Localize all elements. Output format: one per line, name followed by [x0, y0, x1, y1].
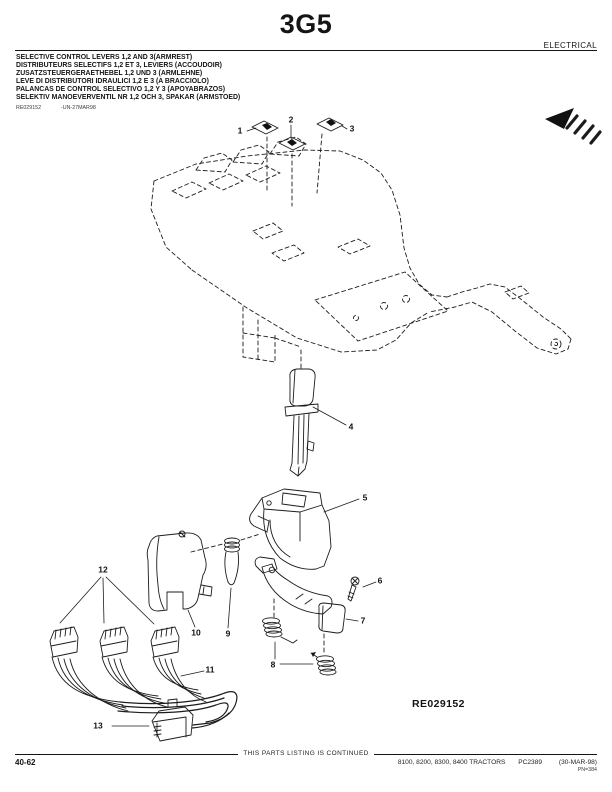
- figure-ref-code: RE029152: [16, 104, 42, 111]
- leader-lines: [60, 125, 376, 726]
- footer-rule-left: [15, 754, 238, 755]
- callout-5: 5: [362, 492, 368, 503]
- control-lever: [285, 369, 318, 476]
- continued-note-text: THIS PARTS LISTING IS CONTINUED: [243, 750, 369, 757]
- page-title: 3G5: [279, 9, 333, 39]
- callout-13: 13: [93, 720, 103, 731]
- figure-id-label: RE029152: [412, 698, 465, 710]
- callout-9: 9: [225, 628, 231, 639]
- callout-7: 7: [360, 615, 366, 626]
- footer-rule-right: [374, 754, 597, 755]
- screw: [348, 577, 359, 601]
- title-line: PALANCAS DE CONTROL SELECTIVO 1,2 Y 3 (APOYABRAZOS): [16, 86, 226, 94]
- title-line: LEVE DI DISTRIBUTORI IDRAULICI 1,2 E 3 (A BRACCIOLO): [16, 78, 209, 86]
- switch-cap-2: [279, 137, 305, 150]
- armrest-body-outline: [151, 134, 571, 654]
- switch-cap-3: [317, 118, 343, 131]
- continued-arrow-icon: [545, 108, 600, 143]
- callout-12: 12: [98, 564, 108, 575]
- print-date: (30-MAR-98): [558, 759, 597, 766]
- harness-connector-3: [151, 627, 206, 702]
- pn-number: PN=384: [577, 767, 597, 773]
- coil-spring-left: [263, 618, 298, 643]
- title-line: DISTRIBUTEURS SELECTIFS 1,2 ET 3, LEVIERS (ACCOUDOIR): [16, 62, 222, 70]
- callout-4: 4: [348, 421, 354, 432]
- coil-spring-right: [311, 652, 336, 675]
- model-line: 8100, 8200, 8300, 8400 TRACTORS: [397, 759, 506, 766]
- harness-connector-1: [50, 627, 128, 711]
- callout-6: 6: [377, 575, 383, 586]
- callout-1: 1: [237, 125, 243, 136]
- figure-ref-note: -UN-27MAR98: [61, 104, 96, 111]
- callout-3: 3: [349, 123, 355, 134]
- lever-housing: [250, 489, 331, 573]
- footer-right: [398, 759, 597, 766]
- callout-2: 2: [288, 114, 294, 125]
- callout-8: 8: [270, 659, 276, 670]
- continued-note: [15, 750, 597, 757]
- harness-bundle: [118, 692, 237, 728]
- callout-10: 10: [191, 627, 201, 638]
- torsion-spring: [225, 538, 240, 585]
- category-label: ELECTRICAL: [543, 41, 597, 50]
- title-line: SELECTIVE CONTROL LEVERS 1,2 AND 3(ARMREST): [16, 54, 193, 61]
- sensor-module: [147, 531, 212, 611]
- page-number: 40-62: [15, 758, 36, 767]
- title-line: SELEKTIV MANOEVERVENTIL NR 1,2 OCH 3, SPAKAR (ARMSTOED): [16, 94, 241, 102]
- title-line: ZUSATZSTEUERGERAETHEBEL 1,2 UND 3 (ARMLEHNE): [16, 70, 203, 78]
- callout-11: 11: [205, 664, 215, 675]
- switch-cap-1: [252, 121, 278, 134]
- catalog-number: PC2389: [518, 759, 543, 766]
- detent-block: [319, 603, 345, 633]
